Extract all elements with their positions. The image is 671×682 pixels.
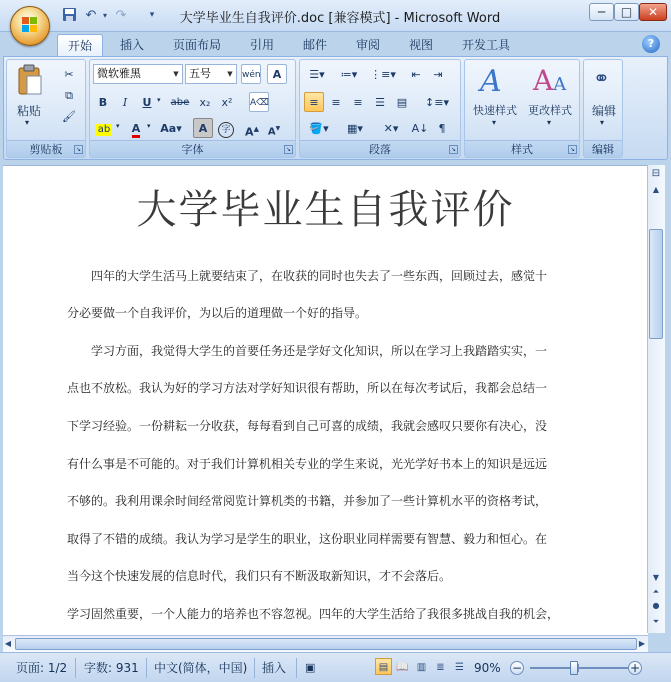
align-right-icon[interactable]: ≡ [353, 96, 363, 109]
binoculars-icon: ⚭ [593, 66, 610, 90]
cut-icon[interactable]: ✂ [64, 68, 74, 81]
quick-styles-icon: A [480, 64, 502, 99]
paragraph-group-label: 段落 [300, 140, 460, 157]
numbering-icon[interactable]: ≔▾ [340, 68, 358, 81]
chevron-down-icon: ▾ [547, 118, 552, 127]
clipboard-launcher-icon[interactable]: ↘ [75, 146, 82, 153]
tab-developer[interactable]: 开发工具 [462, 38, 511, 52]
editing-group [583, 59, 623, 158]
scroll-right-arrow-icon[interactable]: ▶ [638, 639, 646, 648]
paragraph-launcher-icon[interactable]: ↘ [450, 146, 457, 153]
styles-group [464, 59, 580, 158]
scroll-left-arrow-icon[interactable]: ◀ [4, 639, 12, 648]
tab-review[interactable]: 审阅 [356, 38, 381, 52]
redo-icon[interactable]: ↷ [115, 8, 127, 23]
save-icon[interactable] [60, 7, 78, 24]
document-line: 四年的大学生活马上就要结束了，在收获的同时也失去了一些东西，回顾过去，感觉十 [67, 269, 548, 283]
paste-dropdown-icon: ▾ [25, 118, 30, 127]
ribbon-tabs [0, 32, 671, 56]
change-styles-button[interactable] [523, 62, 577, 136]
font-color-dropdown-icon[interactable]: ▾ [147, 122, 151, 130]
paste-label: 粘贴 [16, 104, 41, 118]
underline-dropdown-icon[interactable]: ▾ [157, 96, 161, 104]
subscript-button[interactable]: x₂ [199, 96, 211, 109]
vertical-scroll-thumb[interactable] [649, 229, 663, 339]
print-layout-view-icon[interactable]: ▤ [375, 658, 392, 675]
word-count[interactable]: 字数: 931 [84, 661, 139, 675]
document-line: 取得了不错的成绩。我认为学习是学生的职业，这份职业同样需要有智慧、毅力和恒心。在 [67, 532, 548, 546]
shrink-font-label: A [267, 126, 276, 138]
document-line: 分必要做一个自我评价，为以后的道理做一个好的指导。 [67, 306, 368, 320]
zoom-slider-thumb[interactable] [570, 661, 578, 675]
document-line: 不够的。我利用课余时间经常阅览计算机类的书籍，并参加了一些计算机水平的资格考试， [67, 494, 548, 508]
font-color-icon[interactable]: A [126, 118, 146, 138]
increase-indent-icon[interactable]: ⇥ [433, 68, 443, 81]
strikethrough-button[interactable]: abe [170, 97, 190, 108]
font-group [89, 59, 296, 158]
minimize-button[interactable]: ─ [589, 3, 614, 21]
character-border-icon[interactable]: A [267, 64, 287, 84]
quick-styles-label: 快速样式 [473, 104, 517, 117]
shading-icon[interactable]: 🪣▾ [309, 122, 329, 135]
office-button[interactable] [10, 6, 50, 46]
vertical-scrollbar[interactable] [647, 165, 665, 633]
status-divider [75, 658, 76, 678]
font-group-label: 字体 [90, 140, 295, 157]
document-line: 当今这个快速发展的信息时代，我们只有不断汲取新知识，才不会落后。 [67, 569, 452, 583]
document-line: 学习方面，我觉得大学生的首要任务还是学好文化知识，所以在学习上我踏踏实实，一 [67, 344, 548, 358]
multilevel-list-icon[interactable]: ⋮≡▾ [370, 68, 396, 81]
show-marks-icon[interactable]: ¶ [438, 122, 446, 135]
paste-button[interactable] [11, 62, 47, 136]
view-ruler-icon[interactable]: ⊟ [651, 168, 661, 179]
clipboard-group-label: 剪贴板 [7, 140, 85, 157]
scroll-up-arrow-icon[interactable]: ▲ [652, 185, 660, 194]
editing-button[interactable] [586, 62, 622, 136]
horizontal-scrollbar[interactable] [3, 635, 648, 652]
character-shading-icon[interactable]: A [193, 118, 213, 138]
change-case-button[interactable]: Aa▾ [160, 122, 182, 135]
chevron-down-icon: ▼ [227, 70, 233, 78]
editing-group-label: 编辑 [584, 140, 622, 157]
horizontal-scroll-thumb[interactable] [15, 638, 637, 650]
document-line: 学习固然重要，一个人能力的培养也不容忽视。四年的大学生活给了我很多挑战自我的机会， [67, 607, 560, 621]
font-name-value: 微软雅黑 [97, 67, 141, 80]
paste-icon [17, 64, 43, 96]
change-styles-label: 更改样式 [528, 104, 572, 117]
insert-mode[interactable]: 插入 [262, 661, 287, 675]
font-size-combo[interactable] [185, 64, 237, 84]
styles-launcher-icon[interactable]: ↘ [569, 146, 576, 153]
bold-button[interactable]: B [98, 96, 108, 109]
tab-insert[interactable]: 插入 [120, 38, 145, 52]
close-button[interactable]: ✕ [639, 3, 667, 21]
full-screen-reading-icon[interactable]: 📖 [396, 662, 409, 673]
tab-page-layout[interactable]: 页面布局 [173, 38, 222, 52]
underline-button[interactable]: U [142, 96, 152, 109]
chevron-down-icon: ▾ [492, 118, 497, 127]
enclose-characters-icon[interactable]: 字 [216, 118, 236, 138]
justify-icon[interactable]: ☰ [375, 96, 385, 109]
status-divider [254, 658, 255, 678]
previous-page-icon[interactable]: ⏶ [652, 587, 660, 596]
shrink-font-button[interactable]: A▼ [267, 125, 281, 138]
font-name-combo[interactable] [93, 64, 183, 84]
font-launcher-icon[interactable]: ↘ [285, 146, 292, 153]
superscript-button[interactable]: x² [221, 96, 233, 109]
format-painter-icon[interactable]: 🖌 [62, 110, 76, 123]
tab-home[interactable]: 开始 [57, 34, 103, 56]
grow-font-label: A [245, 125, 254, 139]
change-styles-icon: AA [533, 64, 567, 97]
line-spacing-icon[interactable]: ↕≡▾ [425, 96, 449, 109]
sort-icon[interactable]: A↓ [411, 122, 429, 135]
draft-view-icon[interactable]: ☰ [455, 662, 464, 673]
web-layout-icon[interactable]: ▥ [416, 662, 427, 673]
font-size-value: 五号 [189, 67, 211, 80]
maximize-button[interactable]: □ [614, 3, 639, 21]
chevron-down-icon: ▼ [173, 70, 179, 78]
document-line: 有什么事是不可能的。对于我们计算机相关专业的学生来说，光光学好书本上的知识是远远 [67, 457, 548, 471]
change-case-label: Aa [160, 122, 177, 135]
editing-label: 编辑 [591, 104, 616, 118]
document-title: 大学毕业生自我评价 [136, 187, 515, 233]
tab-mailings[interactable]: 邮件 [303, 38, 328, 52]
zoom-level[interactable]: 90% [474, 661, 501, 675]
grow-font-button[interactable]: A▲ [245, 125, 259, 139]
align-center-icon[interactable]: ≡ [331, 96, 341, 109]
align-left-icon[interactable]: ≡ [304, 92, 324, 112]
asian-layout-icon[interactable]: ✕▾ [383, 122, 399, 135]
status-divider [146, 658, 147, 678]
italic-button[interactable]: I [122, 96, 128, 109]
scroll-down-arrow-icon[interactable]: ▼ [652, 573, 660, 582]
status-divider [296, 658, 297, 678]
undo-dropdown-icon[interactable]: ▾ [102, 11, 107, 20]
ribbon [3, 56, 668, 160]
decrease-indent-icon[interactable]: ⇤ [411, 68, 421, 81]
paragraph-group [299, 59, 461, 158]
help-icon[interactable]: ? [642, 35, 660, 53]
office-logo-icon [22, 17, 38, 33]
clipboard-group [6, 59, 86, 158]
zoom-in-icon[interactable]: + [629, 661, 641, 675]
undo-icon[interactable]: ↶ [85, 8, 97, 23]
tab-view[interactable]: 视图 [409, 38, 434, 52]
outline-view-icon[interactable]: ≣ [436, 662, 445, 673]
copy-icon[interactable]: ⧉ [65, 89, 73, 102]
document-page[interactable] [3, 165, 648, 635]
page-count[interactable]: 页面: 1/2 [16, 661, 68, 675]
document-line: 点也不放松。我认为好的学习方法对学好知识很有帮助，所以在每次考试后，我都会总结一 [67, 381, 548, 395]
macro-record-icon[interactable]: ▣ [305, 661, 316, 674]
document-line: 下学习经验。一份耕耘一分收获，每每看到自己可喜的成绩，我就会感叹只要你有决心，没 [67, 419, 548, 433]
tab-references[interactable]: 引用 [250, 38, 275, 52]
zoom-slider[interactable] [530, 667, 628, 669]
quick-styles-button[interactable] [468, 62, 522, 136]
styles-group-label: 样式 [465, 140, 579, 157]
next-page-icon[interactable]: ⏷ [652, 617, 660, 626]
language-indicator[interactable]: 中文(简体，中国) [154, 661, 248, 675]
chevron-down-icon: ▾ [600, 118, 605, 127]
borders-icon[interactable]: ▦▾ [347, 122, 363, 135]
distributed-icon[interactable]: ▤ [396, 96, 408, 109]
zoom-100-tick [578, 664, 579, 672]
status-bar [0, 652, 671, 682]
customize-quick-access-icon[interactable]: ▾ [149, 10, 155, 20]
phonetic-guide-icon[interactable]: wén [241, 64, 261, 84]
window-title: 大学毕业生自我评价.doc [兼容模式] - Microsoft Word [179, 11, 501, 26]
select-browse-object-icon[interactable]: ● [652, 601, 660, 610]
clear-formatting-icon[interactable]: A⌫ [249, 92, 269, 112]
bullets-icon[interactable]: ☰▾ [309, 68, 325, 81]
zoom-out-icon[interactable]: − [511, 661, 523, 675]
highlight-color-icon[interactable]: ab [97, 124, 111, 135]
highlight-dropdown-icon[interactable]: ▾ [116, 122, 120, 130]
